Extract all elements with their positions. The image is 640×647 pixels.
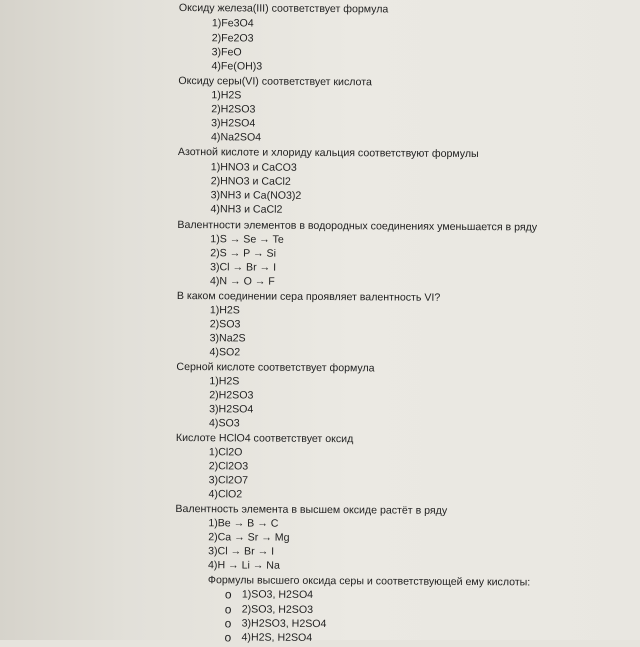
answer-option: 2)Fe2O3 bbox=[211, 32, 254, 45]
answer-option: 4)Na2SO4 bbox=[211, 131, 262, 144]
answer-option: 4)ClO2 bbox=[208, 488, 243, 501]
answer-option: 4)SO3 bbox=[209, 417, 240, 430]
question-text: Валентности элементов в водородных соединениях уменьшается в ряду bbox=[177, 218, 538, 234]
answer-option: 2)S → P → Si bbox=[210, 247, 277, 260]
answer-option: 3)H2SO4 bbox=[211, 117, 256, 130]
question-text: Оксиду серы(VI) соответствует кислота bbox=[178, 74, 372, 89]
answer-option: 2)H2SO3 bbox=[211, 103, 256, 116]
question-text: Кислоте HClO4 соответствует оксид bbox=[175, 431, 354, 446]
answer-option: 3)Cl → Br → I bbox=[208, 545, 275, 558]
answer-option: 3)Na2S bbox=[209, 332, 246, 345]
answer-option: 4)Fe(OH)3 bbox=[211, 60, 263, 73]
answer-option: 3)FeO bbox=[211, 46, 242, 59]
answer-option: 4)N → O → F bbox=[209, 275, 275, 288]
bullet-icon: o bbox=[224, 587, 232, 602]
answer-option: 1)SO3, H2SO4 bbox=[241, 588, 314, 601]
bullet-icon: o bbox=[224, 602, 232, 617]
question-text: Серной кислоте соответствует формула bbox=[176, 360, 375, 375]
answer-option: 4)H → Li → Na bbox=[208, 559, 280, 572]
bullet-icon: o bbox=[224, 616, 232, 631]
bullet-icon: o bbox=[224, 630, 232, 645]
answer-option: 3)Cl2O7 bbox=[208, 474, 249, 487]
answer-option: 1)Cl2O bbox=[208, 446, 243, 459]
answer-option: 2)H2SO3 bbox=[209, 389, 254, 402]
question-text: Азотной кислоте и хлориду кальция соответствуют формулы bbox=[177, 145, 479, 161]
answer-option: 4)SO2 bbox=[209, 346, 241, 359]
answer-option: 1)H2S bbox=[209, 375, 240, 388]
answer-option: 1)Fe3O4 bbox=[211, 17, 254, 30]
answer-option: 2)HNO3 и CaCl2 bbox=[210, 175, 291, 188]
answer-option: 1)HNO3 и CaCO3 bbox=[210, 161, 297, 174]
answer-option: 4)H2S, H2SO4 bbox=[241, 631, 313, 644]
question-text: Валентность элемента в высшем оксиде растёт в ряду bbox=[175, 502, 448, 517]
question-text: В каком соединении сера проявляет валентность VI? bbox=[176, 289, 441, 304]
answer-option: 1)H2S bbox=[209, 304, 240, 317]
answer-option: 3)H2SO4 bbox=[209, 403, 254, 416]
answer-option: 1)Be → B → C bbox=[208, 517, 279, 530]
question-text: Формулы высшего оксида серы и соответствующей ему кислоты: bbox=[207, 574, 531, 589]
question-text: Оксиду железа(III) соответствует формула bbox=[178, 1, 389, 16]
answer-option: 1)H2S bbox=[211, 89, 242, 102]
answer-option: 2)SO3, H2SO3 bbox=[241, 603, 314, 616]
answer-option: 2)SO3 bbox=[209, 318, 241, 331]
answer-option: 1)S → Se → Te bbox=[210, 233, 284, 246]
answer-option: 3)H2SO3, H2SO4 bbox=[241, 617, 327, 631]
answer-option: 2)Cl2O3 bbox=[208, 460, 249, 473]
answer-option: 3)NH3 и Ca(NO3)2 bbox=[210, 189, 302, 202]
answer-option: 2)Ca → Sr → Mg bbox=[208, 531, 290, 544]
answer-option: 3)Cl → Br → I bbox=[210, 261, 277, 274]
answer-option: 4)NH3 и CaCl2 bbox=[210, 203, 283, 216]
